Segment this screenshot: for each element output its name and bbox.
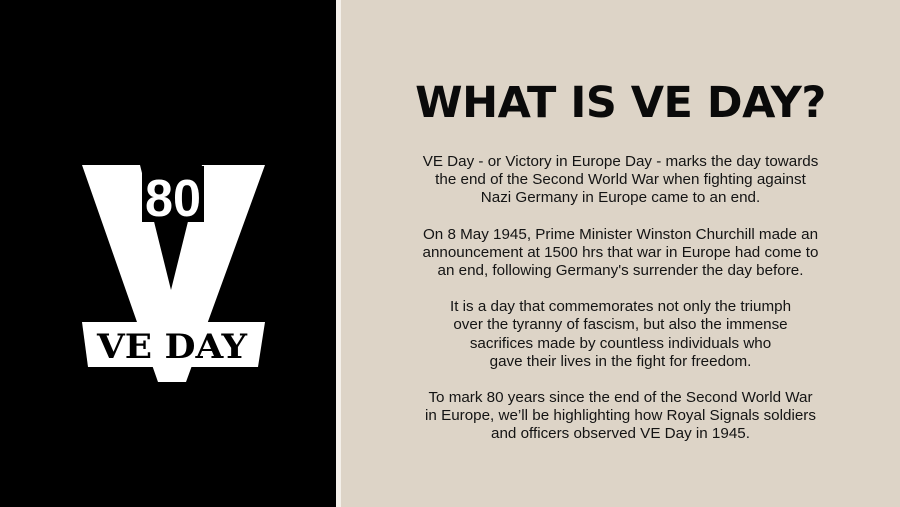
logo-banner-text: VE DAY [95, 327, 248, 367]
text-line: an end, following Germany's surrender the day before. [437, 262, 804, 280]
paragraph-3 [341, 298, 900, 371]
logo-number: 80 [145, 170, 201, 228]
text-line: the end of the Second World War when fighting against [435, 171, 806, 189]
text-line: On 8 May 1945, Prime Minister Winston Churchill made an [422, 225, 819, 243]
text-line: Nazi Germany in Europe came to an end. [480, 189, 761, 207]
paragraph-4 [341, 389, 900, 444]
text-line: sacrifices made by countless individuals who [469, 334, 772, 352]
text-line: announcement at 1500 hrs that war in Europe had come to [422, 243, 819, 261]
text-line: and officers observed VE Day in 1945. [491, 425, 750, 443]
text-line: To mark 80 years since the end of the Second World War [428, 389, 813, 407]
text-line: in Europe, we’ll be highlighting how Royal Signals soldiers [425, 407, 816, 425]
paragraph-1 [341, 153, 900, 208]
page-title: WHAT IS VE DAY? [415, 78, 826, 128]
body-text [341, 153, 900, 462]
text-line: It is a day that commemorates not only the triumph [449, 298, 792, 316]
text-line: VE Day - or Victory in Europe Day - marks the day towards [422, 153, 819, 170]
ve-day-80-logo [0, 0, 336, 507]
paragraph-2 [341, 226, 900, 281]
text-line: gave their lives in the fight for freedom. [489, 352, 752, 370]
text-line: over the tyranny of fascism, but also the immense [453, 316, 788, 334]
